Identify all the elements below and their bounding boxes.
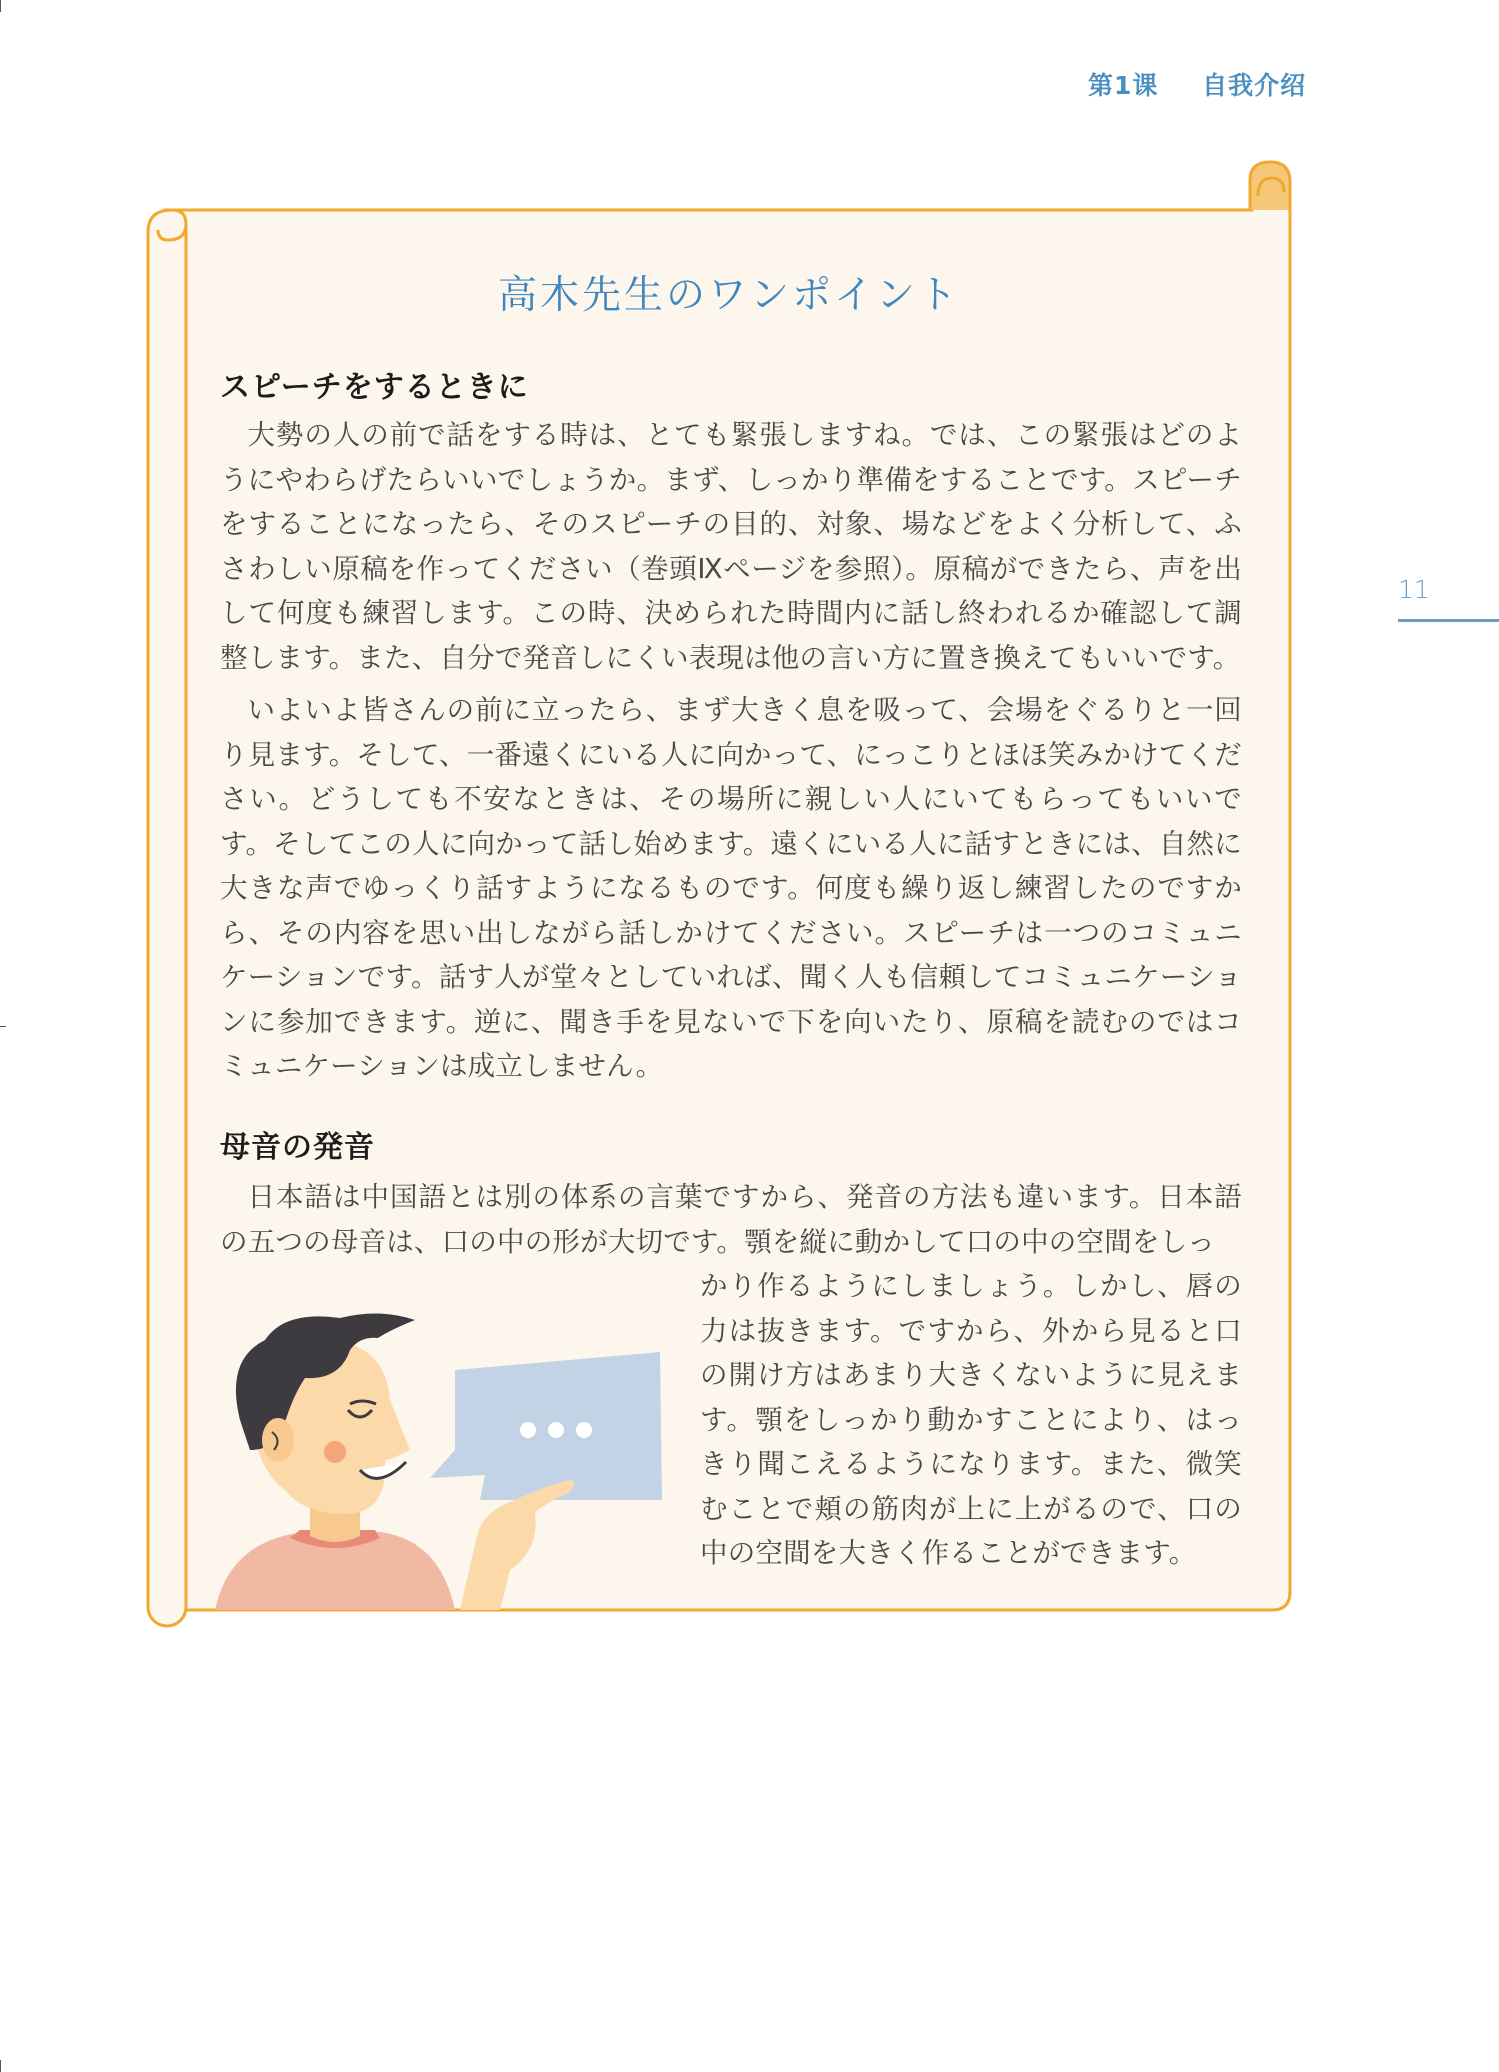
box-title: 高木先生のワンポイント (497, 273, 960, 318)
paragraph: 日本語は中国語とは別の体系の言葉ですから、発音の方法も違います。日本語の五つの母音は、口の中の形が大切です。顎を縦に動かして口の中の空間をしっ (220, 1181, 1242, 1258)
paragraph: いよいよ皆さんの前に立ったら、まず大きく息を吸って、会場をぐるりと一回り見ます。そして、一番遠くにいる人に向かって、にっこりとほほ笑みかけてください。どうしても不安なときは、その場所に親しい人にいてもらってもいいです。そしてこの人に向かって話し始めます。遠くにいる人に話すときには、自然に大きな声でゆっくり話すようになるものです。何度も繰り返し練習したのですから、その内容を思い出しながら話しかけてください。スピーチは一つのコミュニケーションです。話す人が堂々としていれば、聞く人も信頼してコミュニケーションに参加できます。逆に、聞き手を見ないで下を向いたり、原稿を読むのではコミュニケーションは成立しません。 (220, 694, 1242, 1082)
section-heading-speech: スピーチをするときに (220, 370, 529, 405)
crop-mark-bottom (0, 2060, 1, 2072)
page-number: 11 (1398, 575, 1430, 604)
paragraph: かり作るようにしましょう。しかし、唇の力は抜きます。ですから、外から見ると口の開け方はあまり大きくないように見えます。顎をしっかり動かすことにより、はっきり聞こえるようになります。また、微笑むことで頬の筋肉が上に上がるので、口の中の空間を大きく作ることができます。 (700, 1270, 1242, 1569)
lesson-number: 第1课 (1088, 71, 1159, 100)
speaking-man-icon (210, 1300, 680, 1610)
section-body-vowels-top (220, 1175, 1242, 1264)
paragraph: 大勢の人の前で話をする時は、とても緊張しますね。では、この緊張はどのようにやわらげたらいいでしょうか。まず、しっかり準備をすることです。スピーチをすることになったら、そのスピーチの目的、対象、場などをよく分析して、ふさわしい原稿を作ってください（巻頭Ⅸページを参照）。原稿ができたら、声を出して何度も練習します。この時、決められた時間内に話し終われるか確認して調整します。また、自分で発音しにくい表現は他の言い方に置き換えてもいいです。 (220, 419, 1242, 674)
section-heading-vowels: 母音の発音 (220, 1130, 375, 1165)
section-body-speech (220, 413, 1242, 1089)
chapter-title: 自我介绍 (1202, 71, 1307, 100)
section-body-vowels-rest (700, 1264, 1242, 1576)
